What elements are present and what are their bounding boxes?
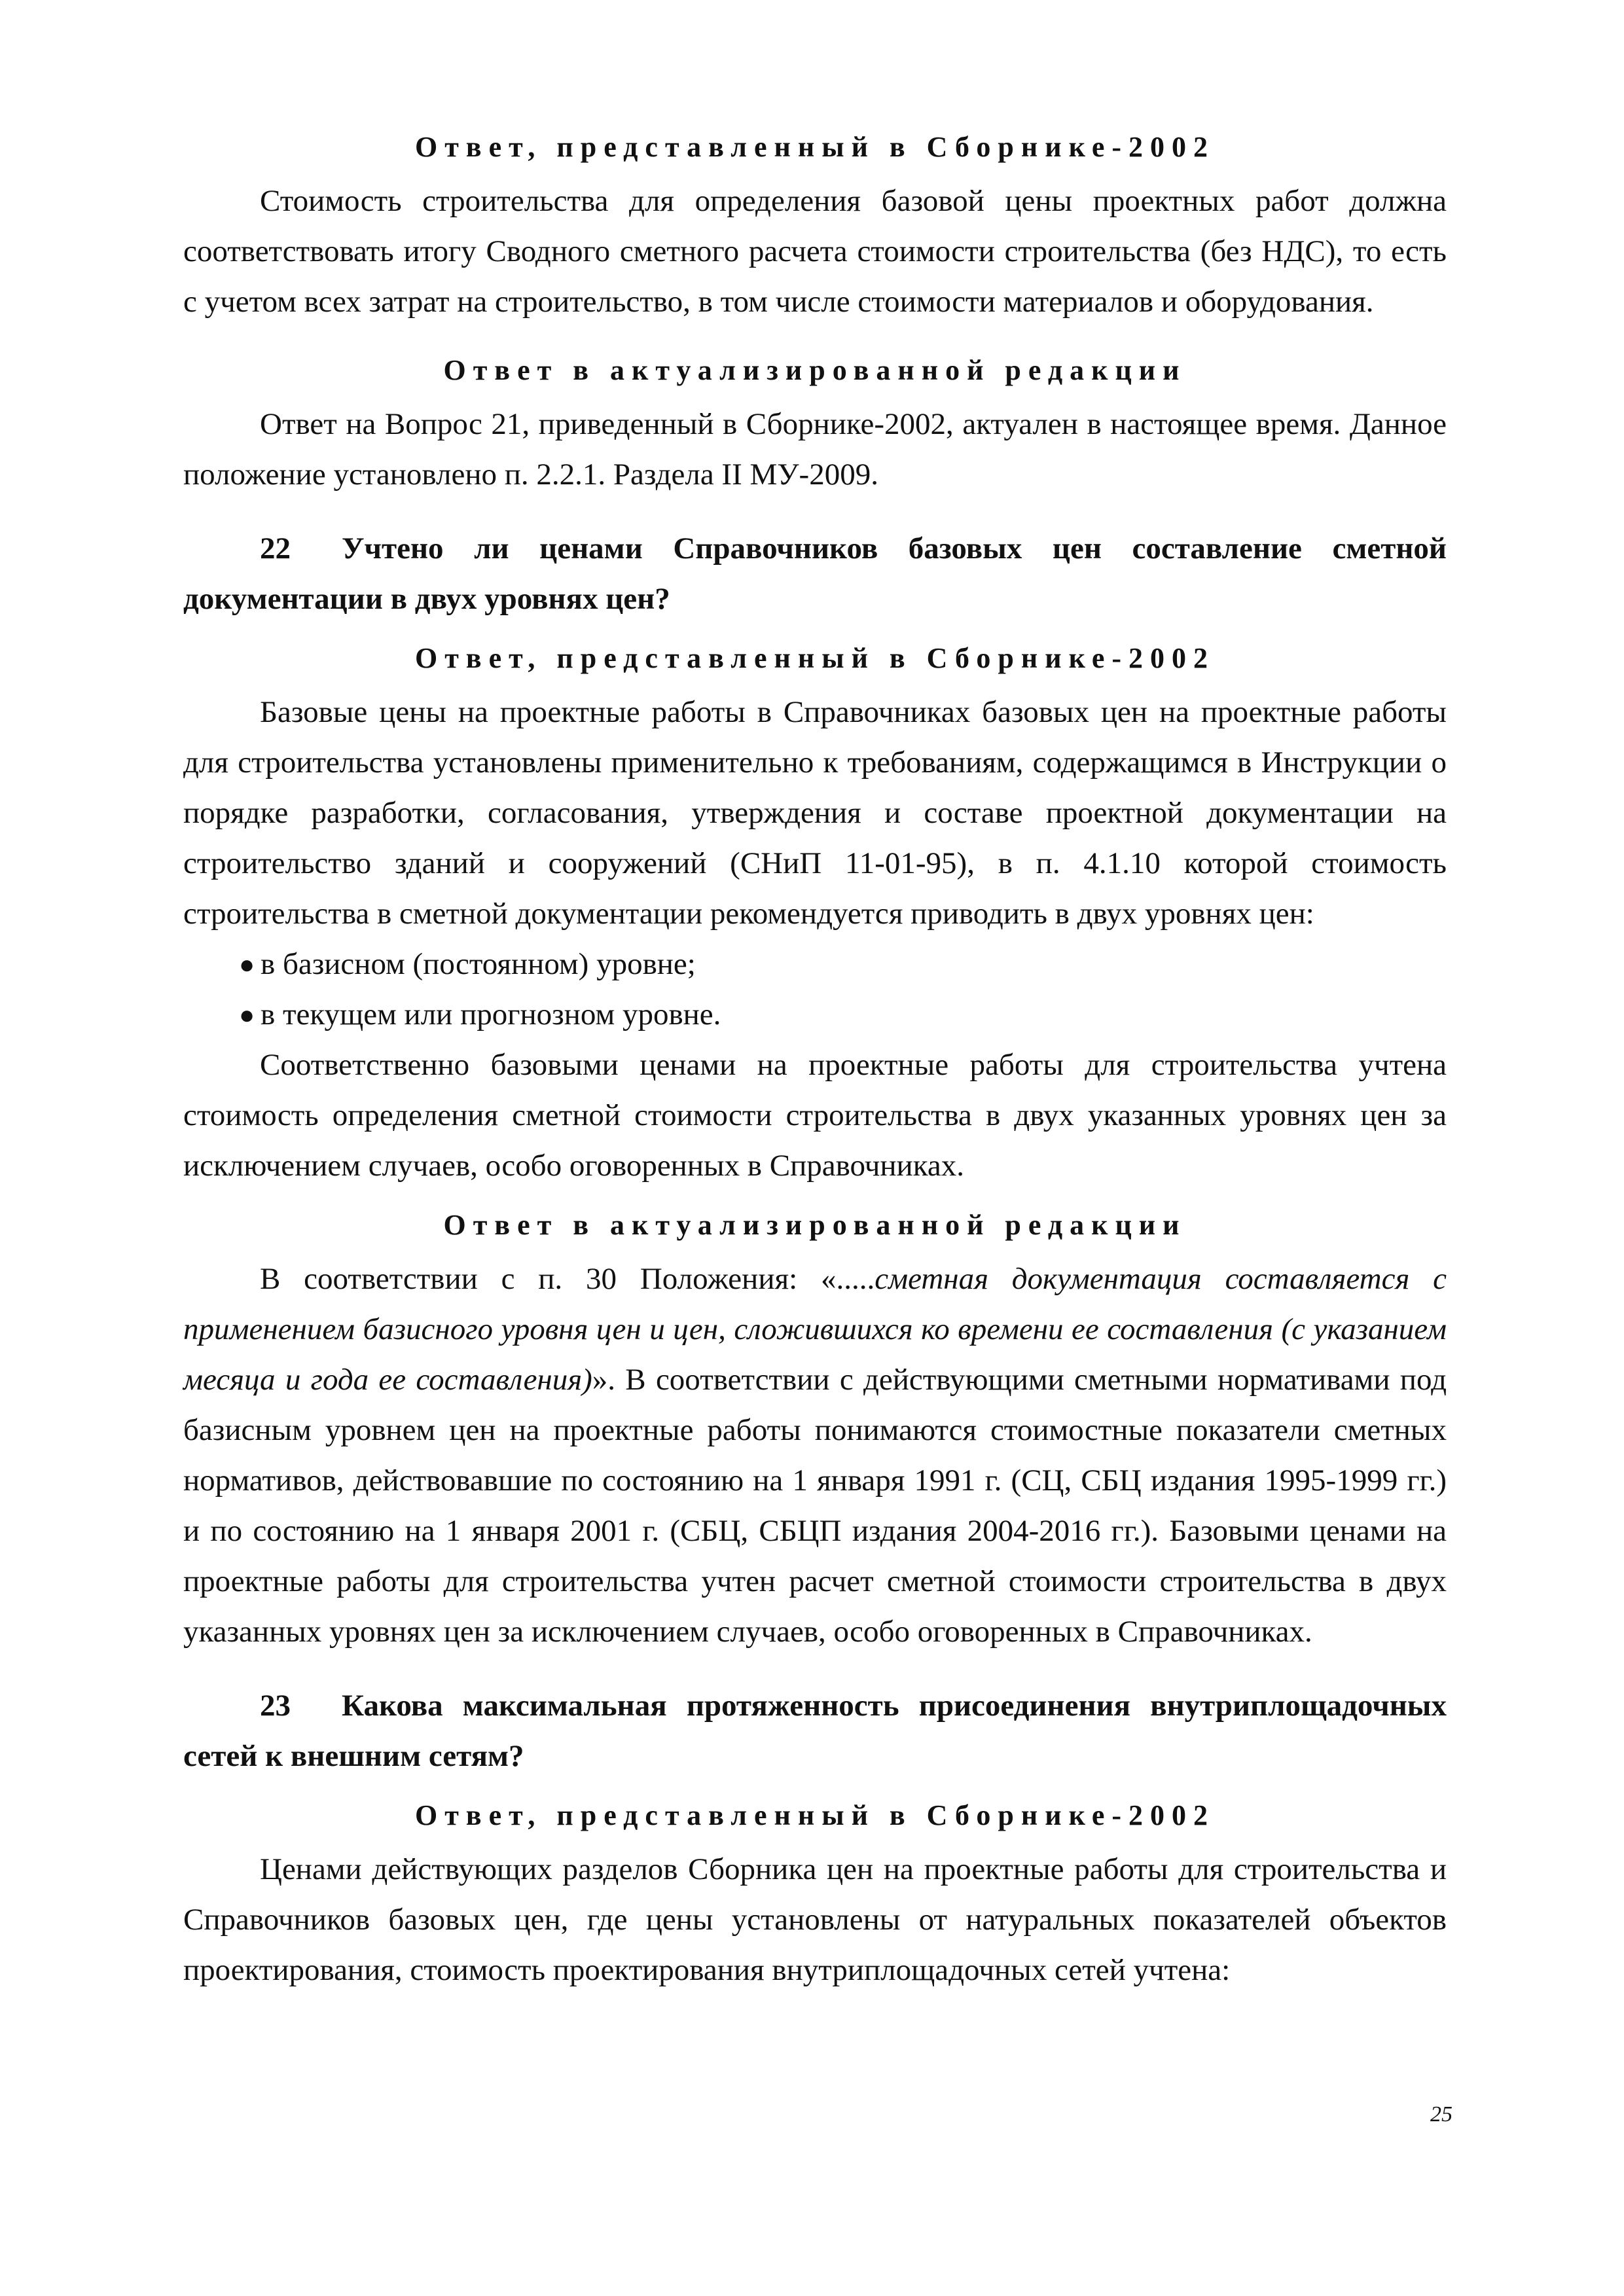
question-number: 23 [260, 1689, 291, 1723]
section-header: Ответ в актуализированной редакции [443, 354, 1187, 386]
paragraph: Стоимость строительства для определения базовой цены проектных работ должна соответствовать итогу Сводного сметного расчета стоимости строительства (без НДС), то есть с учетом всех затрат на строительство, в том числе стоимости материалов и оборудования. [183, 184, 1447, 319]
bullet-icon: ● [239, 1000, 255, 1030]
section-header: Ответ, представленный в Сборнике-2002 [414, 642, 1216, 674]
document-page [183, 128, 1447, 1996]
paragraph: Соответственно базовыми ценами на проектные работы для строительства учтена стоимость определения сметной стоимости строительства в двух указанных уровнях цен за исключением случаев, особо оговоренных в Справочниках. [183, 1048, 1447, 1183]
quote-italic: сметная документация составляется с применением базисного уровня цен и цен, сложившихся ко времени ее составления (с указанием месяца и года ее составления) [183, 1262, 1447, 1397]
list-item: ● в текущем или прогнозном уровне. [183, 990, 1447, 1040]
question-number: 22 [260, 531, 291, 565]
paragraph: Ответ на Вопрос 21, приведенный в Сборнике-2002, актуален в настоящее время. Данное положение установлено п. 2.2.1. Раздела II МУ-2009. [183, 407, 1447, 492]
section-header: Ответ, представленный в Сборнике-2002 [414, 131, 1216, 163]
question-text: Какова максимальная протяженность присоединения внутриплощадочных сетей к внешним сетям? [183, 1689, 1447, 1773]
question-text: Учтено ли ценами Справочников базовых цен составление сметной документации в двух уровнях цен? [183, 531, 1447, 616]
paragraph: Ценами действующих разделов Сборника цен на проектные работы для строительства и Справочников базовых цен, где цены установлены от натуральных показателей объектов проектирования, стоимость проектирования внутриплощадочных сетей учтена: [183, 1852, 1447, 1987]
section-header: Ответ в актуализированной редакции [443, 1209, 1187, 1241]
list-item: ● в базисном (постоянном) уровне; [183, 939, 1447, 990]
question-23 [183, 1681, 1447, 1782]
section-header: Ответ, представленный в Сборнике-2002 [414, 1799, 1216, 1831]
paragraph: Базовые цены на проектные работы в Справочниках базовых цен на проектные работы для строительства установлены применительно к требованиям, содержащимся в Инструкции о порядке разработки, согласования, утверждения и составе проектной документации на строительство зданий и сооружений (СНиП 11-01-95), в п. 4.1.10 которой стоимость строительства в сметной документации рекомендуется приводить в двух уровнях цен: [183, 695, 1447, 931]
question-22 [183, 524, 1447, 624]
bullet-icon: ● [239, 950, 255, 979]
paragraph: В соответствии с п. 30 Положения: «.....сметная документация составляется с применением базисного уровня цен и цен, сложившихся ко времени ее составления (с указанием месяца и года ее составления)». В соответствии с действующими сметными нормативами под базисным уровнем цен на проектные работы понимаются стоимостные показатели сметных нормативов, действовавшие по состоянию на 1 января 1991 г. (СЦ, СБЦ издания 1995-1999 гг.) и по состоянию на 1 января 2001 г. (СБЦ, СБЦП издания 2004-2016 гг.). Базовыми ценами на проектные работы для строительства учтен расчет сметной стоимости строительства в двух указанных уровнях цен за исключением случаев, особо оговоренных в Справочниках. [183, 1262, 1447, 1649]
page-number: 25 [1430, 2102, 1453, 2126]
